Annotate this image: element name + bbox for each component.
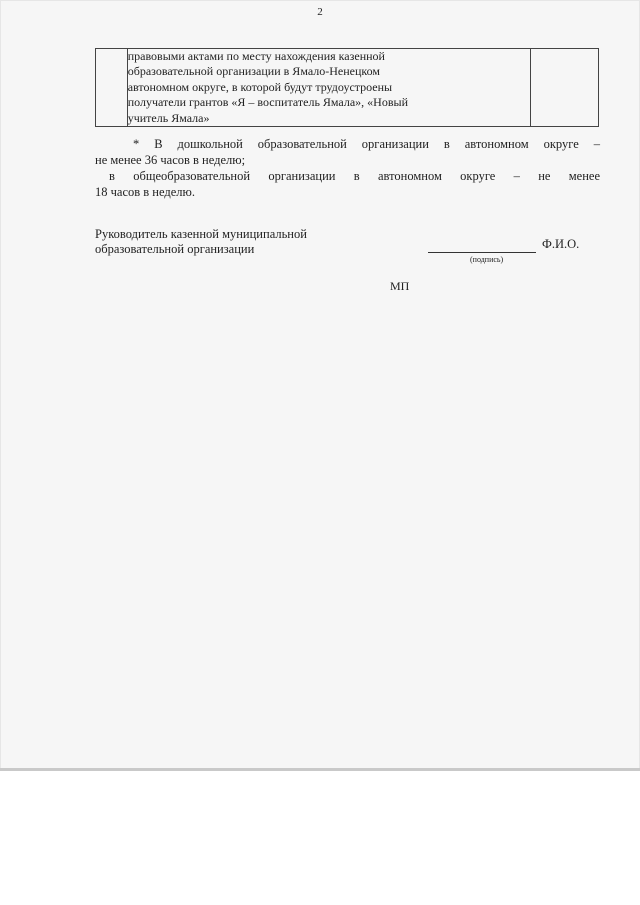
table-cell-number: [96, 49, 128, 127]
signature-caption: (подпись): [470, 255, 504, 264]
table-cell-note: [530, 49, 598, 127]
signature-line: [428, 252, 536, 253]
footnote-line: 18 часов в неделю.: [95, 184, 195, 199]
table-cell-text: [127, 49, 530, 127]
signature-title-line: Руководитель казенной муниципальной: [95, 227, 307, 241]
footnote-preschool: [95, 137, 600, 168]
page-number: 2: [317, 6, 323, 18]
footnote-line: в общеобразовательной организации в автономном округе – не менее: [109, 169, 600, 183]
stamp-place: МП: [390, 279, 410, 293]
signature-title: [95, 227, 307, 256]
table-text-line: автономном округе, в которой будут трудоустроены: [127, 79, 393, 94]
footnote-line: * В дошкольной образовательной организации в автономном округе –: [133, 137, 600, 151]
table-row: [96, 49, 599, 127]
table-text-line: образовательной организации в Ямало-Ненецком: [127, 64, 380, 79]
page-edge: [0, 768, 640, 771]
signature-name: Ф.И.О.: [542, 237, 580, 251]
table-text-line: получатели грантов «Я – воспитатель Ямала», «Новый: [127, 95, 408, 110]
footnote-line: не менее 36 часов в неделю;: [95, 152, 246, 167]
table-text-line: правовыми актами по месту нахождения казенной: [127, 49, 385, 63]
document-table: [95, 48, 599, 127]
signature-title-line: образовательной организации: [95, 241, 255, 256]
footnote-general: [95, 169, 600, 200]
table-text-line: учитель Ямала»: [127, 110, 210, 125]
